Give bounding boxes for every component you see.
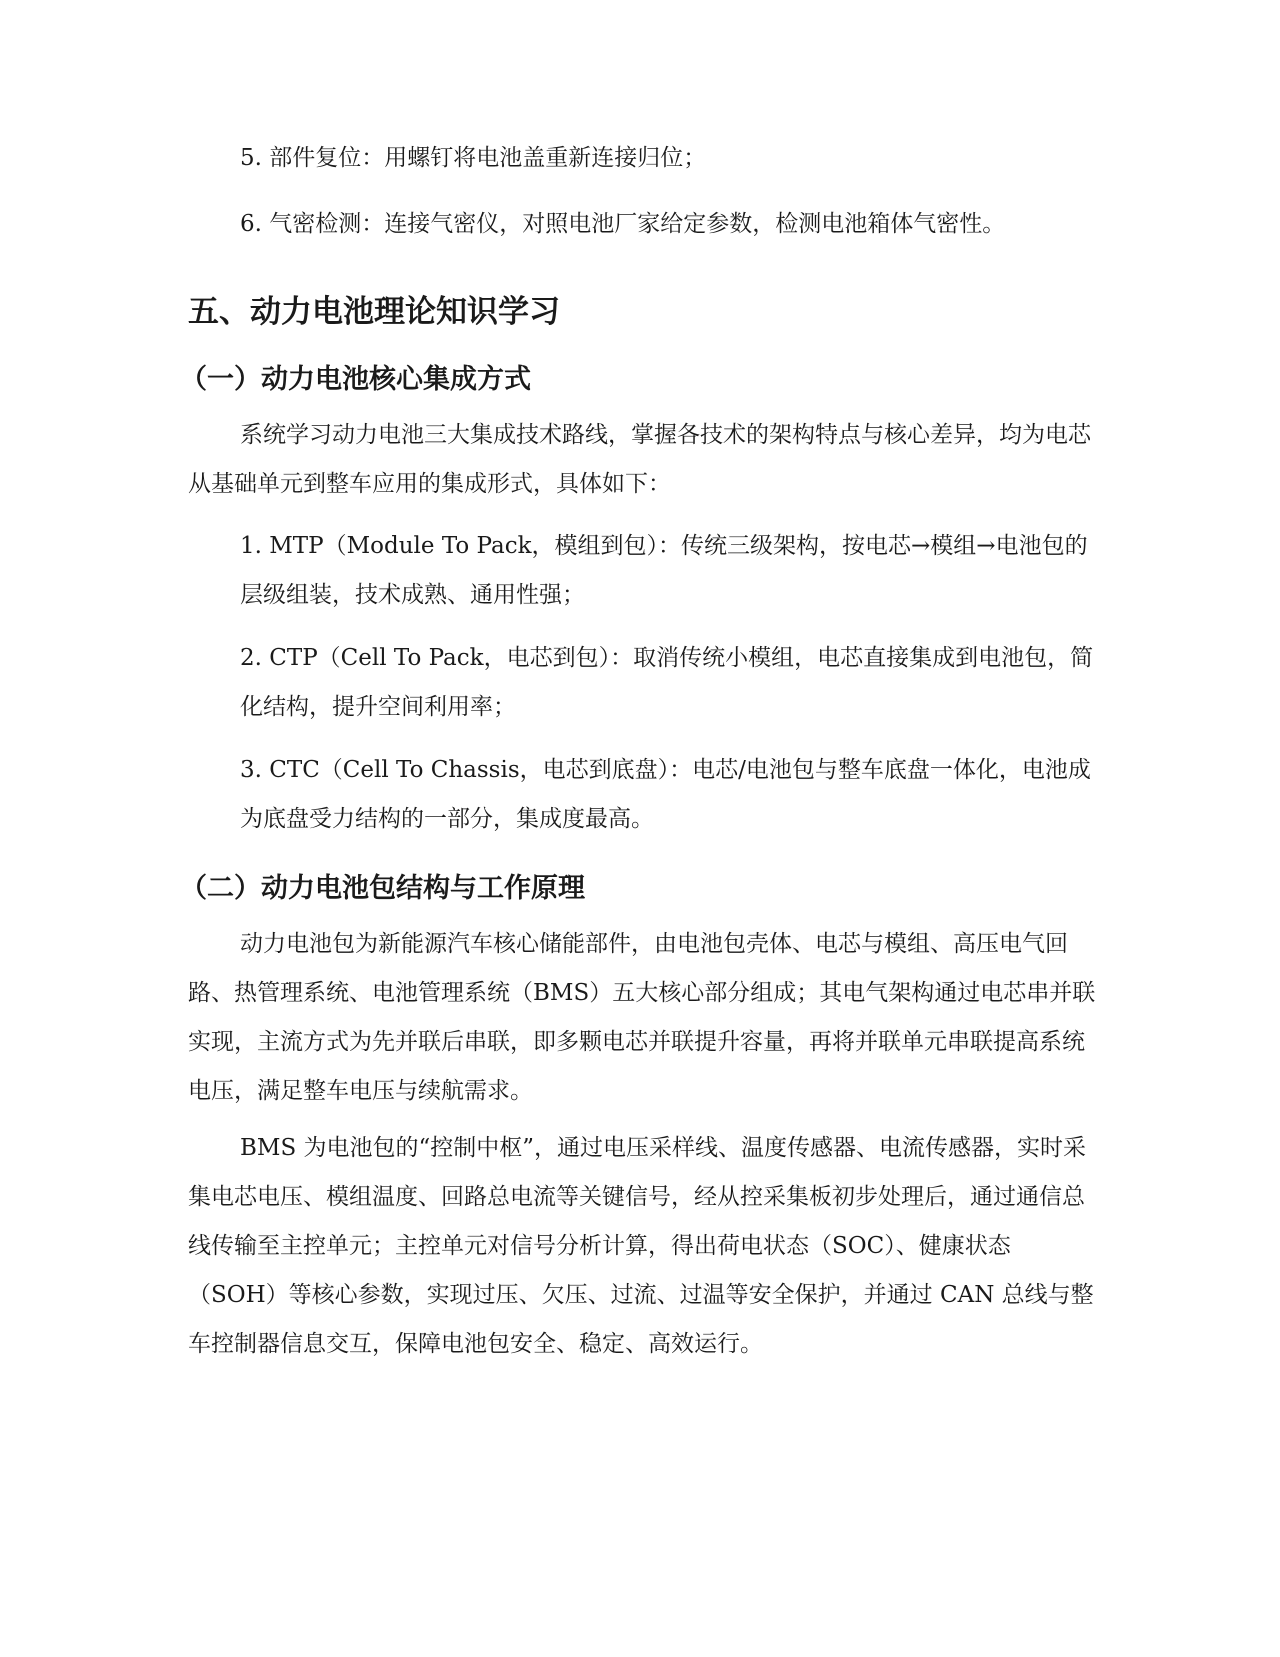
step-6: 6. 气密检测：连接气密仪，对照电池厂家给定参数，检测电池箱体气密性。	[240, 211, 1006, 237]
step-5: 5. 部件复位：用螺钉将电池盖重新连接归位；	[240, 145, 707, 171]
section-title: 五、动力电池理论知识学习	[188, 294, 560, 330]
list-item-mtp: 1. MTP（Module To Pack，模组到包）：传统三级架构，按电芯→模组→电池包的层级组装，技术成熟、通用性强；	[240, 533, 1088, 608]
subsection-1-title: （一）动力电池核心集成方式	[180, 364, 531, 395]
list-item-ctp: 2. CTP（Cell To Pack，电芯到包）：取消传统小模组，电芯直接集成到电池包，简化结构，提升空间利用率；	[240, 645, 1094, 720]
list-item-ctc: 3. CTC（Cell To Chassis，电芯到底盘）：电芯/电池包与整车底盘一体化，电池成为底盘受力结构的一部分，集成度最高。	[240, 757, 1091, 832]
subsection-1-intro: 系统学习动力电池三大集成技术路线，掌握各技术的架构特点与核心差异，均为电芯从基础单元到整车应用的集成形式，具体如下：	[188, 422, 1091, 497]
paragraph-bms: BMS 为电池包的“控制中枢”，通过电压采样线、温度传感器、电流传感器，实时采集电芯电压、模组温度、回路总电流等关键信号，经从控采集板初步处理后，通过通信总线传输至主控单元；主控单元对信号分析计算，得出荷电状态（SOC）、健康状态（SOH）等核心参数，实现过压、欠压、过流、过温等安全保护，并通过 CAN 总线与整车控制器信息交互，保障电池包安全、稳定、高效运行。	[188, 1135, 1094, 1357]
paragraph-battery-structure: 动力电池包为新能源汽车核心储能部件，由电池包壳体、电芯与模组、高压电气回路、热管理系统、电池管理系统（BMS）五大核心部分组成；其电气架构通过电芯串并联实现，主流方式为先并联后串联，即多颗电芯并联提升容量，再将并联单元串联提高系统电压，满足整车电压与续航需求。	[188, 931, 1096, 1104]
subsection-2-title: （二）动力电池包结构与工作原理	[180, 873, 585, 904]
